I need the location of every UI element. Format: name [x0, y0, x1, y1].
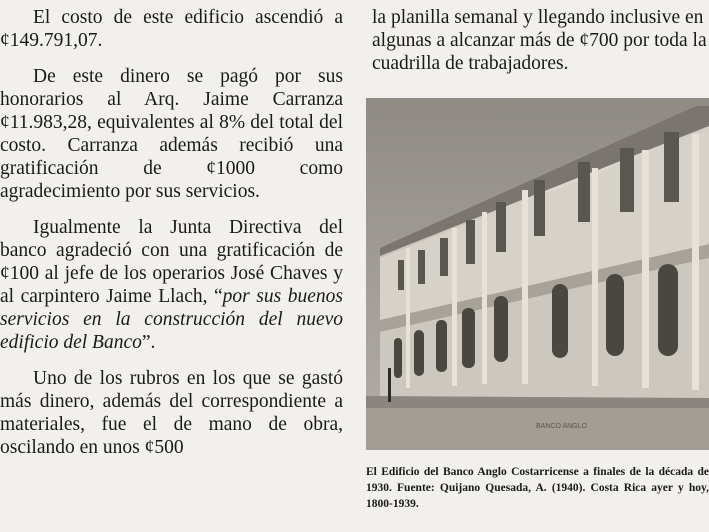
paragraph-cost: El costo de este edificio ascendió a ¢149.791,07.: [0, 7, 343, 51]
building-photo: [366, 98, 709, 450]
building-illustration: [366, 98, 709, 450]
right-column: [372, 6, 709, 75]
gratification-end: ”.: [141, 332, 156, 353]
gratification-quote: por sus buenos servicios en la construcción del nuevo edificio del Banco: [0, 286, 344, 353]
left-column: [0, 6, 343, 472]
paragraph-payroll: la planilla semanal y llegando inclusive en algunas a alcanzar más de ¢700 por toda la cuadrilla de trabajadores.: [372, 7, 707, 74]
photo-sign: BANCO ANGLO: [536, 423, 587, 430]
paragraph-fees: De este dinero se pagó por sus honorarios al Arq. Jaime Carranza ¢11.983,28, equivalentes al 8% del total del costo. Carranza además recibió una gratificación de ¢1000 como agradecimiento por sus servicios.: [0, 66, 343, 202]
gratification-text: Igualmente la Junta Directiva del banco agradeció con una gratificación de ¢100 al jefe de los operarios José Chaves y al carpintero Jaime Llach, “: [0, 217, 343, 307]
caption-text: El Edificio del Banco Anglo Costarricense a finales de la década de 1930. Fuente: Quijano Quesada, A. (1940). Costa Rica ayer y hoy, 1800-1939.: [366, 466, 709, 510]
paragraph-gratification: [0, 216, 343, 354]
paragraph-labor: Uno de los rubros en los que se gastó más dinero, además del correspondiente a materiales, fue el de mano de obra, oscilando en unos ¢500: [0, 368, 343, 458]
lamp-post: [388, 368, 391, 402]
photo-caption: [366, 464, 709, 512]
